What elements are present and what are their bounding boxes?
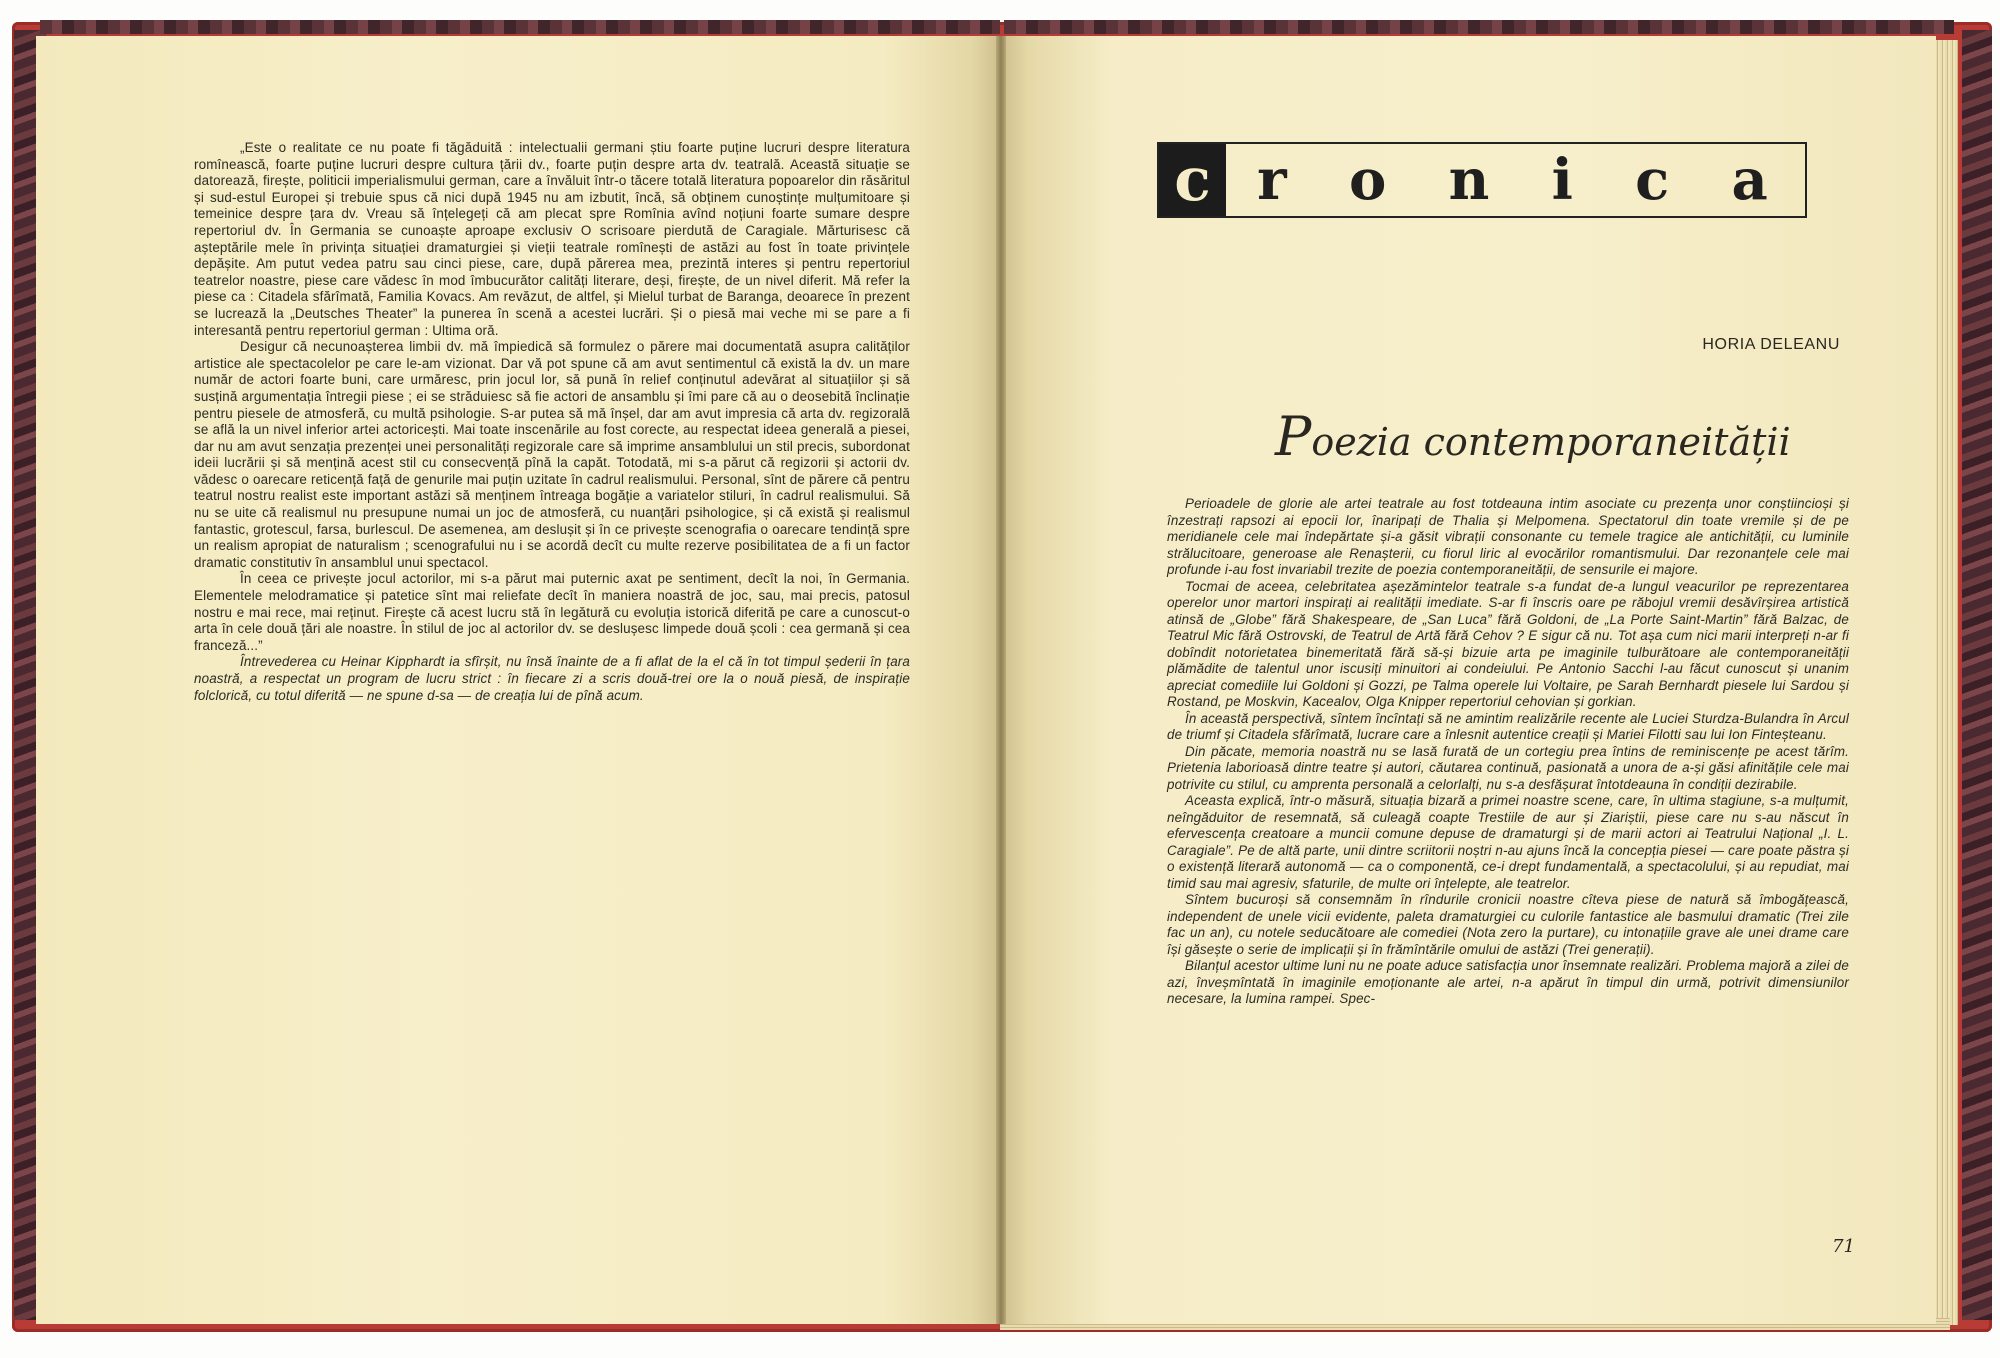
right-page-text bbox=[1167, 496, 1849, 1008]
book-gutter bbox=[996, 36, 1006, 1324]
article-author: HORIA DELEANU bbox=[1702, 336, 1840, 353]
banner-letter: n bbox=[1448, 147, 1490, 213]
right-paragraph-2: Tocmai de aceea, celebritatea așezămintelor teatrale s-a fundat de-a lungul veacurilor pe reprezentarea operelor unor martori inspirați ai realității imediate. S-ar fi înscris oare pe răbojul vremii desăvîrșirea artistică atinsă de „Globe” fără Shakespeare, de „San Luca” fără Goldoni, de „La Porte Saint-Martin” fără Balzac, de Teatrul Mic fără Ostrovski, de Teatrul de Artă fără Cehov ? E sigur că nu. Tot așa cum nici marii interpreți n-ar fi dobîndit notorietatea binemeritată fără să-și bizuie arta pe imaginile tulburătoare ale contemporaneității plămădite de talentul unor iscusiți minuitori ai condeiului. Pe Antonio Sacchi l-au făcut cunoscut și unanim apreciat comediile lui Goldoni și Gozzi, pe Talma operele lui Voltaire, pe Sarah Bernhardt piesele lui Sardou și Rostand, pe Moskvin, Kacealov, Olga Knipper repertoriul cehovian și gorkian. bbox=[1167, 578, 1849, 709]
title-rest: oezia contemporaneității bbox=[1311, 420, 1791, 464]
marbled-edge-right bbox=[1962, 30, 1992, 1320]
banner-letters bbox=[1226, 147, 1805, 213]
article-title bbox=[1275, 405, 1791, 468]
banner-letter: i bbox=[1551, 147, 1573, 213]
banner-letter: r bbox=[1257, 147, 1287, 213]
right-paragraph-5: Aceasta explică, într-o măsură, situația bizară a primei noastre scene, care, în ultima stagiune, s-a mulțumit, neîngăduitor de resemnată, să culeagă coapte Trestiile de aur și Ziariștii, piese care nu s-au născut în efervescența creatoare a muncii comune depuse de dramaturgi și de marii actori ai Teatrului Național „I. L. Caragiale”. Pe de altă parte, unii dintre scriitorii noștri n-au ajuns încă la concepția piesei — care poate păstra și o existență literară autonomă — ca o componentă, ce-i drept fundamentală, a spectacolului, și au repudiat, mai timid sau mai agresiv, sfaturile, de multe ori înțelepte, ale teatrelor. bbox=[1167, 793, 1849, 891]
top-edge-left bbox=[40, 20, 1000, 34]
right-paragraph-7: Bilanțul acestor ultime luni nu ne poate aduce satisfacția unor însemnate realizări. Problema majoră a zilei de azi, înveșmîntată în imaginile emoționante ale artei, n-a apărut în timpul din urmă, potrivit dimensiunilor necesare, la lumina rampei. Spec- bbox=[1167, 958, 1849, 1006]
left-paragraph-4: Întrevederea cu Heinar Kipphardt ia sfîrșit, nu însă înainte de a fi aflat de la el că în tot timpul șederii în țara noastră, a respectat un program de lucru strict : în fiecare zi a scris două-trei ore la o nouă piesă, de inspirație folclorică, cu totul diferită — ne spune d-sa — de creația lui de pînă acum. bbox=[194, 654, 910, 703]
left-paragraph-1: „Este o realitate ce nu poate fi tăgăduită : intelectualii germani știu foarte puține lucruri despre literatura romînească, foarte puține lucruri despre cultura țării dv., foarte puțin despre arta dv. teatrală. Această situație se datorează, firește, politicii imperialismului german, care a învăluit într-o tăcere totală literatura popoarelor din răsăritul și sud-estul Europei și trebuie spus că nici după 1945 nu am izbutit, încă, să obținem cunoștințe mulțumitoare și temeinice despre țara dv. Vreau să înțelegeți că am plecat spre Romînia avînd noțiuni foarte sumare despre repertoriul dv. În Germania se cunoaște aproape exclusiv O scrisoare pierdută de Caragiale. Mărturisesc că așteptările mele în privința situației dramaturgiei și vieții teatrale romînești de astăzi au fost în toate privințele depășite. Am putut vedea patru sau cinci piese, care, după părerea mea, prezintă interes și pentru repertoriul teatrelor noastre, piese care vădesc în mod îmbucurător calități literare, deși, firește, de un nivel diferit. Mă refer la piese ca : Citadela sfărîmată, Familia Kovacs. Am revăzut, de altfel, și Mielul turbat de Baranga, deoarece în prezent se lucrează la „Deutsches Theater” la punerea în scenă a acestei lucrări. Și o piesă mai veche mi se pare a fi interesantă pentru repertoriul german : Ultima oră. bbox=[194, 140, 910, 338]
right-paragraph-6: Sîntem bucuroși să consemnăm în rîndurile cronicii noastre cîteva piese de natură să îmbogățească, independent de unele vicii evidente, paleta dramaturgiei cu culorile fantastice ale basmului dramatic (Trei zile fac un an), cu notele seducătoare ale comediei (Nota zero la purtare), cu intonațiile grave ale unei drame care își găsește o serie de implicații și în frămîntările omului de astăzi (Trei generații). bbox=[1167, 892, 1849, 957]
banner-letter: a bbox=[1731, 147, 1768, 213]
title-initial: P bbox=[1275, 405, 1312, 468]
right-paragraph-1: Perioadele de glorie ale artei teatrale au fost totdeauna intim asociate cu prezența unor conștiincioși și înzestrați rapsozi ai epocii lor, înaripați de Thalia și Melpomena. Spectatorul din toate vremile și de pe meridianele cele mai îndepărtate și-a găsit vibrații consonante cu temele tragice ale antichității, cu luminile strălucitoare, generoase ale Renașterii, cu fiorul liric al evocărilor romantismului. Dar rezonanțele cele mai profunde i-au fost invariabil trezite de poezia contemporaneității, de sensurile ei majore. bbox=[1167, 496, 1849, 577]
right-paragraph-3: În această perspectivă, sîntem încîntați să ne amintim realizările recente ale Luciei Sturdza-Bulandra în Arcul de triumf și Citadela sfărîmată, lucrare care a înlesnit autentice creații și Mariei Filotti sau lui Ion Finteșteanu. bbox=[1167, 710, 1849, 742]
left-page-text bbox=[194, 140, 910, 704]
page-number: 71 bbox=[1832, 1236, 1855, 1257]
top-edge-right bbox=[1004, 20, 1954, 34]
cronica-banner bbox=[1157, 142, 1807, 218]
right-paragraph-4: Din păcate, memoria noastră nu se lasă furată de un cortegiu prea întins de reminiscențe pe acest tărîm. Prietenia laborioasă dintre teatre și autori, căutarea continuă, pasionată a unora de a-și găsi afinitățile cele mai potrivite cu stilul, cu amprenta personală a celorlalți, nu s-a desfășurat întotdeauna în condiții dezirabile. bbox=[1167, 743, 1849, 792]
left-paragraph-2: Desigur că necunoașterea limbii dv. mă împiedică să formulez o părere mai documentată asupra calităților artistice ale spectacolelor pe care le-am vizionat. Dar vă pot spune că am avut sentimentul că există la dv. un mare număr de actori foarte buni, care urmăresc, prin jocul lor, să pună în relief conținutul adevărat al situațiilor și să susțină argumentația întregii piese ; ei se străduiesc să fie actori de ansamblu și îmi pare că au o deosebită înclinație pentru piesele de atmosferă, cu multă psihologie. S-ar putea să mă înșel, dar am avut impresia că arta dv. regizorală se află la un nivel inferior artei actoricești. Mai toate inscenările au fost corecte, au respectat ideea generală a piesei, dar nu am avut senzația prezenței unei personalități regizorale care să imprime ansamblului un stil precis, subordonat ideii lucrării și să mențină acest stil cu consecvență pînă la capăt. Totodată, mi s-a părut că regizorii și actorii dv. vădesc o oarecare reticență față de genurile mai puțin uzitate în cadrul realismului. Personal, sînt de părere că pentru teatrul nostru realist este important astăzi să menținem întreaga bogăție a variatelor stiluri, în cadrul realismului. Să nu se uite că realismul nu presupune numai un joc de atmosferă, cu nuanțări psihologice, și că există și realismul fantastic, grotescul, farsa, burlescul. De asemenea, am deslușit și în ce privește scenografia o oarecare tendință spre un realism apropiat de naturalism ; scenografului nu i se acordă decît cu multe rezerve posibilitatea de a fi un factor dramatic constitutiv în ansamblul unui spectacol. bbox=[194, 339, 910, 570]
banner-letter: o bbox=[1348, 147, 1387, 213]
banner-letter: c bbox=[1635, 147, 1670, 213]
left-paragraph-3: În ceea ce privește jocul actorilor, mi s-a părut mai puternic axat pe sentiment, decît la noi, în Germania. Elementele melodramatice și patetice sînt mai reliefate decît în maniera noastră de joc, sau, mai precis, patosul nostru e mai rece, mai reținut. Firește că acest lucru stă în legătură cu evoluția istorică diferită pe care a cunoscut-o arta în cele două țări ale noastre. În stilul de joc al actorilor dv. se deslușesc limpede două școli : cea germană și cea franceză...” bbox=[194, 571, 910, 653]
banner-first-letter: c bbox=[1159, 144, 1226, 216]
